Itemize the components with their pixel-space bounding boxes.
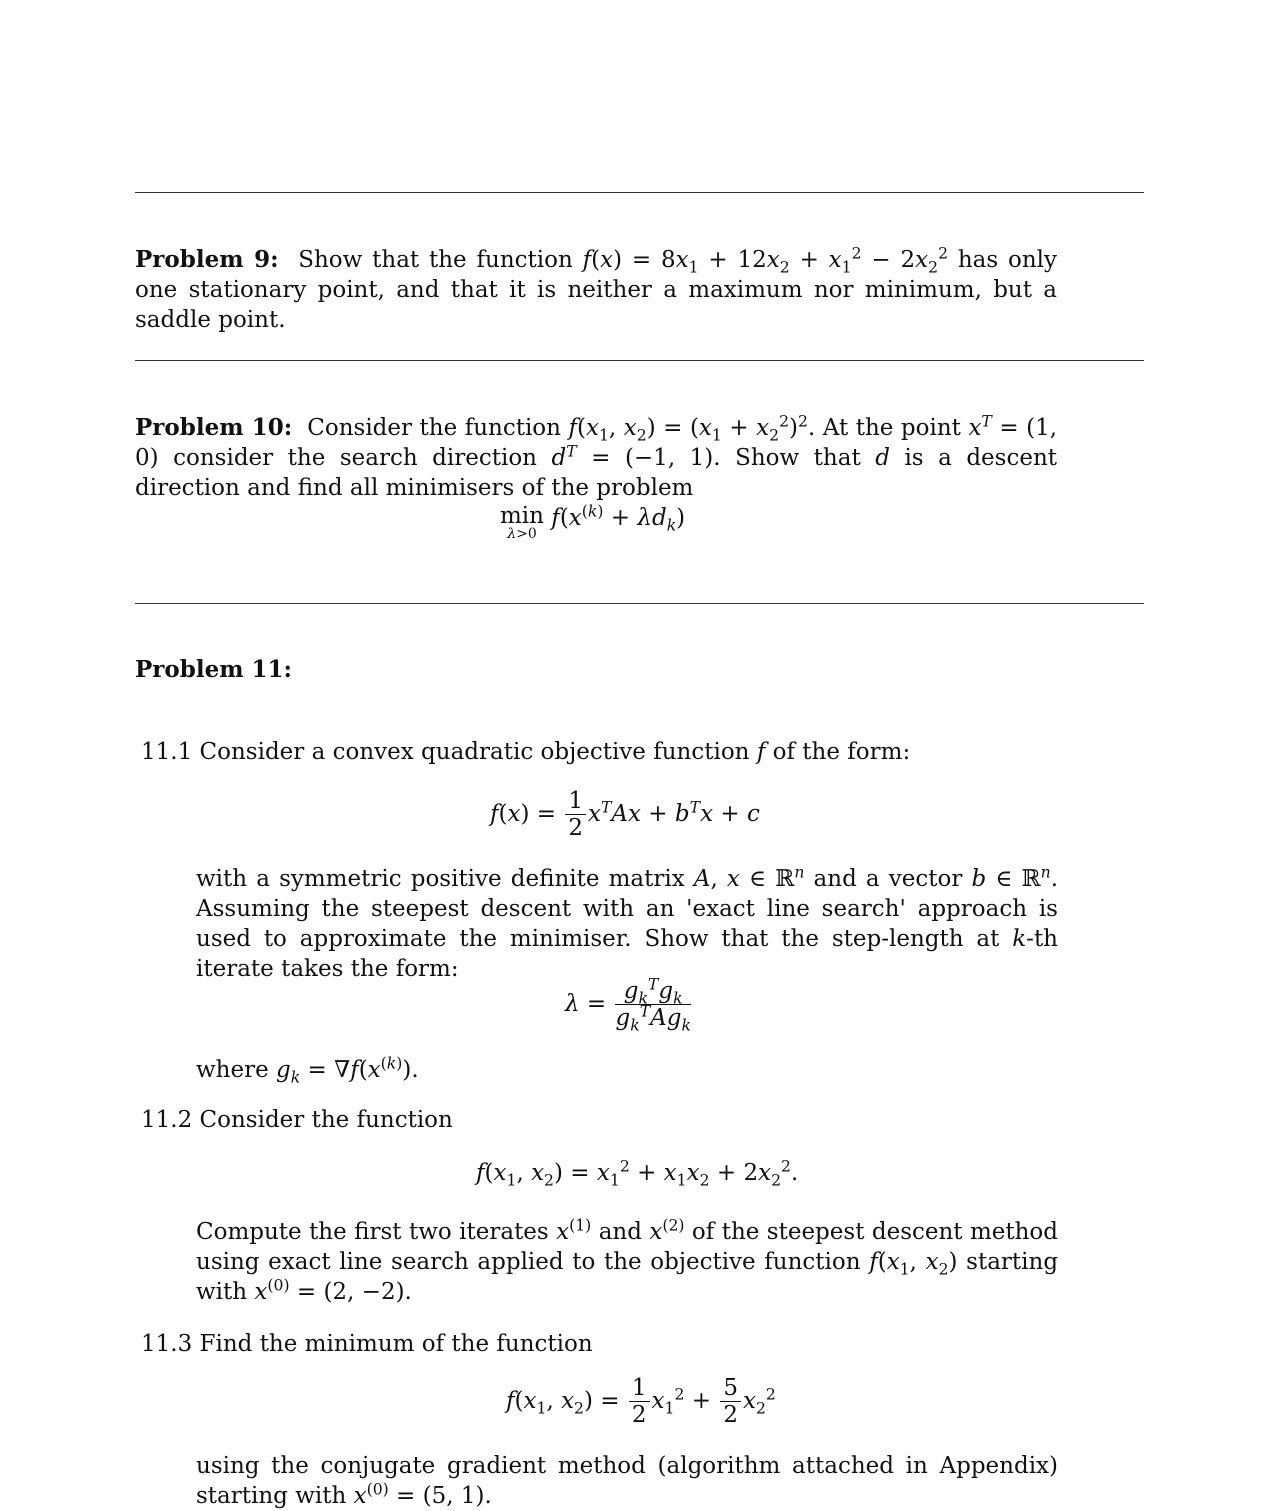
problem-10 [135, 413, 1057, 503]
problem-11-1-where [196, 1055, 1058, 1085]
problem-11-1-intro [141, 737, 910, 767]
problem-11-math: k [1012, 926, 1027, 952]
problem-10-text: all minimisers of the problem [349, 475, 694, 501]
item-text: and a vector [813, 866, 963, 892]
problem-11-math: $x^{(2)}$ [649, 1215, 685, 1245]
item-text: with a symmetric positive definite matrix [196, 866, 685, 892]
problem-11-1-step-length: λ = $\frac{g_k^Tg_k}{g_k^TAg_k}$ [565, 974, 691, 1036]
problem-11-2-function: $f(x_1$, $x_2) = x_1^2 + x_1x_2 + 2x_2^2$. [476, 1156, 799, 1190]
item-text: Compute the first two iterates [196, 1219, 549, 1245]
divider [135, 603, 1144, 604]
problem-11-2-body [196, 1217, 1058, 1307]
problem-11-1-quadratic: f(x) = $\frac{1}{2}$ $x^TAx + b^Tx + c$ [490, 788, 760, 842]
item-text: Assuming the steepest descent with an 'exact line search' approach is used to [196, 896, 1058, 952]
problem-11-2-intro [141, 1105, 453, 1135]
item-text: approximate the minimiser. Show that the step-length at [299, 926, 1000, 952]
problem-10-math: d [875, 445, 890, 471]
problem-11-3-function: $f(x_1$, $x_2$) = $\frac{1}{2}$ $x_1^2$ + $\frac{5}{2}$ $x_2^2$ [506, 1375, 776, 1429]
problem-10-direction: $d^T = (-1$, 1) [551, 441, 714, 471]
problem-9-tail: has only one [135, 247, 1058, 303]
problem-11-math: $f(x_1$, $x_2$) [869, 1249, 958, 1279]
problem-11-3-body [196, 1451, 1058, 1511]
problem-11-label: Problem 11: [135, 656, 293, 683]
problem-11-math: A, x ∈ ℝ$^n$ [693, 862, 805, 892]
item-number: 11.2 [141, 1107, 193, 1133]
problem-10-equation: min λ>0 $f(x^{(k)} + \lambda d_k)$ [500, 501, 686, 542]
problem-10-label: Problem 10: [135, 414, 293, 441]
problem-9 [135, 245, 1057, 335]
problem-9-label: Problem 9: [135, 246, 279, 273]
item-text: of the form: [772, 739, 911, 765]
item-text: Consider the function [199, 1107, 453, 1133]
item-number: 11.3 [141, 1331, 193, 1357]
problem-9-function: $f(x) = 8x_1 + 12x_2 + x_1^2 - 2x_2^2$ [582, 243, 949, 277]
problem-11-1-body [196, 864, 1058, 984]
problem-11-math: $x^{(1)}$ [556, 1215, 592, 1245]
item-text: and [598, 1219, 642, 1245]
problem-11-heading [135, 655, 1057, 685]
problem-10-function: $f(x_1$, $x_2) = (x_1 + x_2^2)^2$ [568, 411, 808, 445]
problem-9-intro: Show that the function [298, 247, 573, 273]
item-text: with [295, 1483, 347, 1509]
problem-11-math: b ∈ ℝ$^n$. [971, 862, 1059, 892]
problem-10-text: consider the search direction [173, 445, 537, 471]
problem-11-math: f [756, 739, 766, 765]
item-text: Consider a convex quadratic objective function [199, 739, 750, 765]
divider [135, 360, 1144, 361]
problem-10-text: . Show that [713, 445, 861, 471]
problem-11-3-intro [141, 1329, 593, 1359]
problem-10-text: . At the point [807, 415, 961, 441]
divider [135, 192, 1144, 193]
item-text: where [196, 1057, 269, 1083]
problem-10-text: is a descent direction and find [135, 445, 1058, 501]
item-text: using the conjugate gradient method (algorithm attached in Appendix) starting [196, 1453, 1058, 1509]
problem-11-math: $x^{(0)} = (5$, 1). [353, 1479, 492, 1509]
item-text: -th iterate takes the [196, 926, 1058, 982]
item-text: starting with [196, 1249, 1059, 1305]
problem-9-line2: stationary point, and that it is neither a maximum nor minimum, but a saddle point. [135, 277, 1057, 333]
item-number: 11.1 [141, 739, 193, 765]
item-text: form: [395, 956, 459, 982]
problem-11-math: $x^{(0)} = (2$, −2). [254, 1275, 412, 1305]
item-text: Find the minimum of the function [199, 1331, 593, 1357]
problem-10-intro: Consider the function [307, 415, 561, 441]
item-text: exact line search applied to the objective function [268, 1249, 861, 1275]
item-text: of the steepest descent method using [196, 1219, 1059, 1275]
problem-10-point: $x^T = (1$, 0) [135, 411, 1058, 471]
problem-11-math: $g_k = \nabla f(x^{(k)})$. [276, 1053, 419, 1087]
